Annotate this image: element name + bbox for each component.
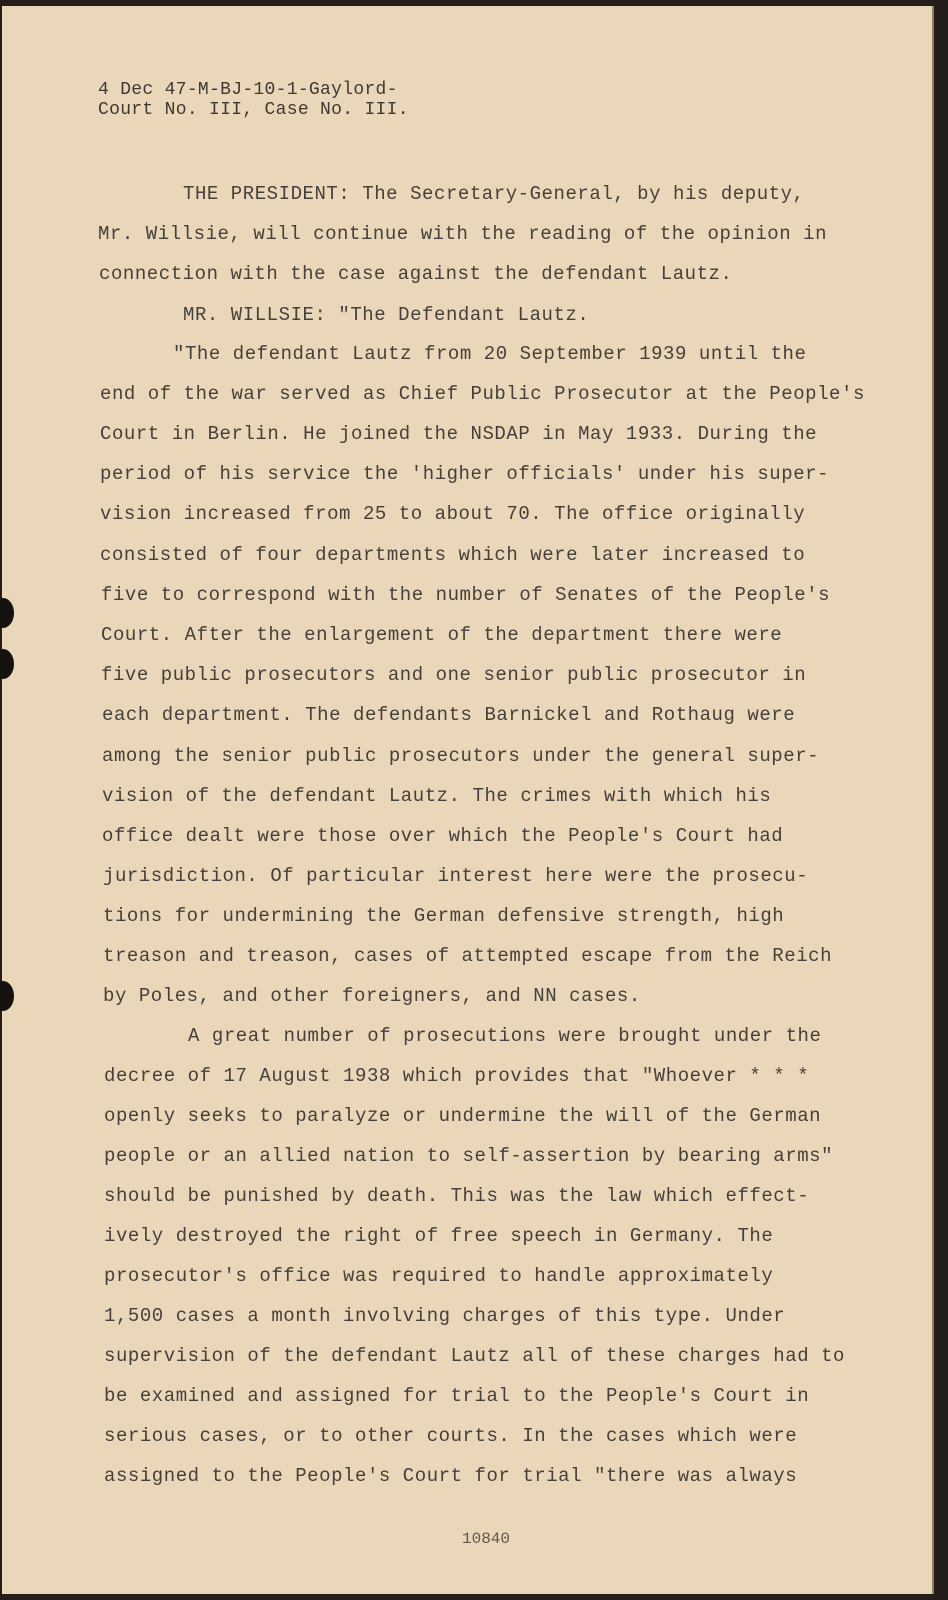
body-line: connection with the case against the defendant Lautz.: [99, 263, 733, 285]
body-line: office dealt were those over which the People's Court had: [102, 825, 784, 847]
body-line: treason and treason, cases of attempted escape from the Reich: [103, 945, 833, 967]
body-line: THE PRESIDENT: The Secretary-General, by his deputy,: [183, 183, 805, 205]
body-line: end of the war served as Chief Public Prosecutor at the People's: [100, 383, 865, 405]
body-line: Court. After the enlargement of the department there were: [101, 624, 783, 646]
body-line: decree of 17 August 1938 which provides that "Whoever * * *: [104, 1065, 810, 1087]
punch-hole-top: [0, 598, 14, 628]
document-header: [98, 80, 409, 120]
punch-hole-bottom: [0, 981, 14, 1011]
header-line-1: 4 Dec 47-M-BJ-10-1-Gaylord-: [98, 80, 398, 100]
body-line: be examined and assigned for trial to the People's Court in: [104, 1385, 810, 1407]
body-line: five public prosecutors and one senior public prosecutor in: [101, 664, 807, 686]
body-line: 1,500 cases a month involving charges of this type. Under: [104, 1305, 786, 1327]
body-line: Mr. Willsie, will continue with the reading of the opinion in: [98, 223, 828, 245]
body-line: period of his service the 'higher officials' under his super-: [100, 463, 830, 485]
page-number: 10840: [462, 1530, 511, 1548]
body-line: tions for undermining the German defensive strength, high: [103, 905, 785, 927]
body-line: each department. The defendants Barnickel and Rothaug were: [102, 704, 796, 726]
body-line: supervision of the defendant Lautz all of these charges had to: [104, 1345, 846, 1367]
body-line: prosecutor's office was required to handle approximately: [104, 1265, 774, 1287]
document-page: [2, 6, 934, 1594]
body-line: serious cases, or to other courts. In the cases which were: [104, 1425, 798, 1447]
punch-hole-middle: [0, 649, 14, 679]
body-line: MR. WILLSIE: "The Defendant Lautz.: [183, 304, 590, 326]
body-line: vision of the defendant Lautz. The crimes with which his: [102, 785, 772, 807]
body-line: vision increased from 25 to about 70. The office originally: [100, 503, 806, 525]
body-line: among the senior public prosecutors under the general super-: [102, 745, 820, 767]
header-line-2: Court No. III, Case No. III.: [98, 100, 409, 120]
body-line: people or an allied nation to self-assertion by bearing arms": [104, 1145, 834, 1167]
body-line: A great number of prosecutions were brought under the: [188, 1025, 822, 1047]
body-line: consisted of four departments which were later increased to: [100, 544, 806, 566]
body-line: jurisdiction. Of particular interest here were the prosecu-: [103, 865, 809, 887]
body-line: assigned to the People's Court for trial "there was always: [104, 1465, 798, 1487]
body-line: by Poles, and other foreigners, and NN cases.: [103, 985, 641, 1007]
body-line: "The defendant Lautz from 20 September 1939 until the: [173, 343, 807, 365]
body-line: Court in Berlin. He joined the NSDAP in May 1933. During the: [100, 423, 818, 445]
body-line: should be punished by death. This was the law which effect-: [104, 1185, 810, 1207]
body-line: five to correspond with the number of Senates of the People's: [101, 584, 831, 606]
body-line: ively destroyed the right of free speech in Germany. The: [104, 1225, 774, 1247]
body-line: openly seeks to paralyze or undermine the will of the German: [104, 1105, 822, 1127]
